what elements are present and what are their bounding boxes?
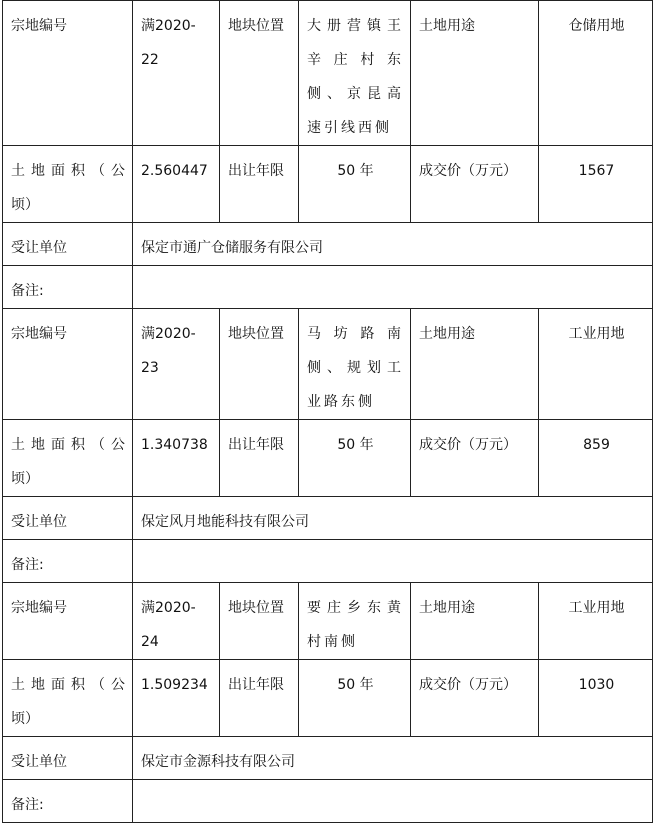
location-line: 要庄乡东黄 — [307, 600, 404, 616]
table-row — [3, 780, 653, 823]
buyer-label: 受让单位 — [3, 497, 133, 540]
parcel-code: 满2020-23 — [133, 309, 220, 420]
price-label: 成交价（万元） — [411, 420, 539, 497]
location-line: 侧、京昆高 — [307, 86, 404, 102]
parcel-code-label: 宗地编号 — [3, 1, 133, 146]
price-value: 1567 — [539, 146, 653, 223]
note-label: 备注: — [3, 266, 133, 309]
area-label — [3, 660, 133, 737]
term-value: 50 年 — [299, 420, 411, 497]
term-label: 出让年限 — [220, 420, 299, 497]
table-row — [3, 583, 653, 660]
table-row — [3, 540, 653, 583]
area-label-line: 顷） — [11, 471, 39, 487]
note-label: 备注: — [3, 780, 133, 823]
table-row — [3, 146, 653, 223]
area-label — [3, 146, 133, 223]
table-row — [3, 266, 653, 309]
buyer-value: 保定风月地能科技有限公司 — [133, 497, 653, 540]
table-row — [3, 737, 653, 780]
note-value — [133, 540, 653, 583]
location-label: 地块位置 — [220, 583, 299, 660]
parcel-code-label: 宗地编号 — [3, 309, 133, 420]
buyer-value: 保定市金源科技有限公司 — [133, 737, 653, 780]
area-label-line: 顷） — [11, 197, 39, 213]
table-row — [3, 497, 653, 540]
price-label: 成交价（万元） — [411, 660, 539, 737]
land-use-value: 工业用地 — [539, 309, 653, 420]
table-row — [3, 660, 653, 737]
area-label-line: 土地面积（公 — [11, 163, 126, 179]
term-label: 出让年限 — [220, 146, 299, 223]
land-use-value: 工业用地 — [539, 583, 653, 660]
note-label: 备注: — [3, 540, 133, 583]
land-use-value: 仓储用地 — [539, 1, 653, 146]
price-label: 成交价（万元） — [411, 146, 539, 223]
area-value: 2.560447 — [133, 146, 220, 223]
location-line: 业路东侧 — [307, 394, 375, 410]
location-line: 侧、规划工 — [307, 360, 404, 376]
note-value — [133, 780, 653, 823]
land-transfer-table — [2, 0, 653, 823]
price-value: 1030 — [539, 660, 653, 737]
parcel-code: 满2020-22 — [133, 1, 220, 146]
table-row — [3, 420, 653, 497]
location-value — [299, 583, 411, 660]
note-value — [133, 266, 653, 309]
land-use-label: 土地用途 — [411, 309, 539, 420]
location-value — [299, 309, 411, 420]
buyer-value: 保定市通广仓储服务有限公司 — [133, 223, 653, 266]
location-label: 地块位置 — [220, 309, 299, 420]
location-line: 村南侧 — [307, 634, 358, 650]
table-row — [3, 223, 653, 266]
location-line: 速引线西侧 — [307, 120, 392, 136]
area-value: 1.509234 — [133, 660, 220, 737]
area-label-line: 顷） — [11, 711, 39, 727]
table-row — [3, 1, 653, 146]
buyer-label: 受让单位 — [3, 737, 133, 780]
term-value: 50 年 — [299, 660, 411, 737]
area-label-line: 土地面积（公 — [11, 677, 126, 693]
buyer-label: 受让单位 — [3, 223, 133, 266]
location-line: 马坊路南 — [307, 326, 404, 342]
term-value: 50 年 — [299, 146, 411, 223]
term-label: 出让年限 — [220, 660, 299, 737]
location-line: 大册营镇王 — [307, 18, 404, 34]
land-use-label: 土地用途 — [411, 1, 539, 146]
parcel-code: 满2020-24 — [133, 583, 220, 660]
price-value: 859 — [539, 420, 653, 497]
land-use-label: 土地用途 — [411, 583, 539, 660]
location-label: 地块位置 — [220, 1, 299, 146]
parcel-code-label: 宗地编号 — [3, 583, 133, 660]
area-value: 1.340738 — [133, 420, 220, 497]
location-line: 辛庄村东 — [307, 52, 404, 68]
table-row — [3, 309, 653, 420]
area-label — [3, 420, 133, 497]
area-label-line: 土地面积（公 — [11, 437, 126, 453]
location-value — [299, 1, 411, 146]
